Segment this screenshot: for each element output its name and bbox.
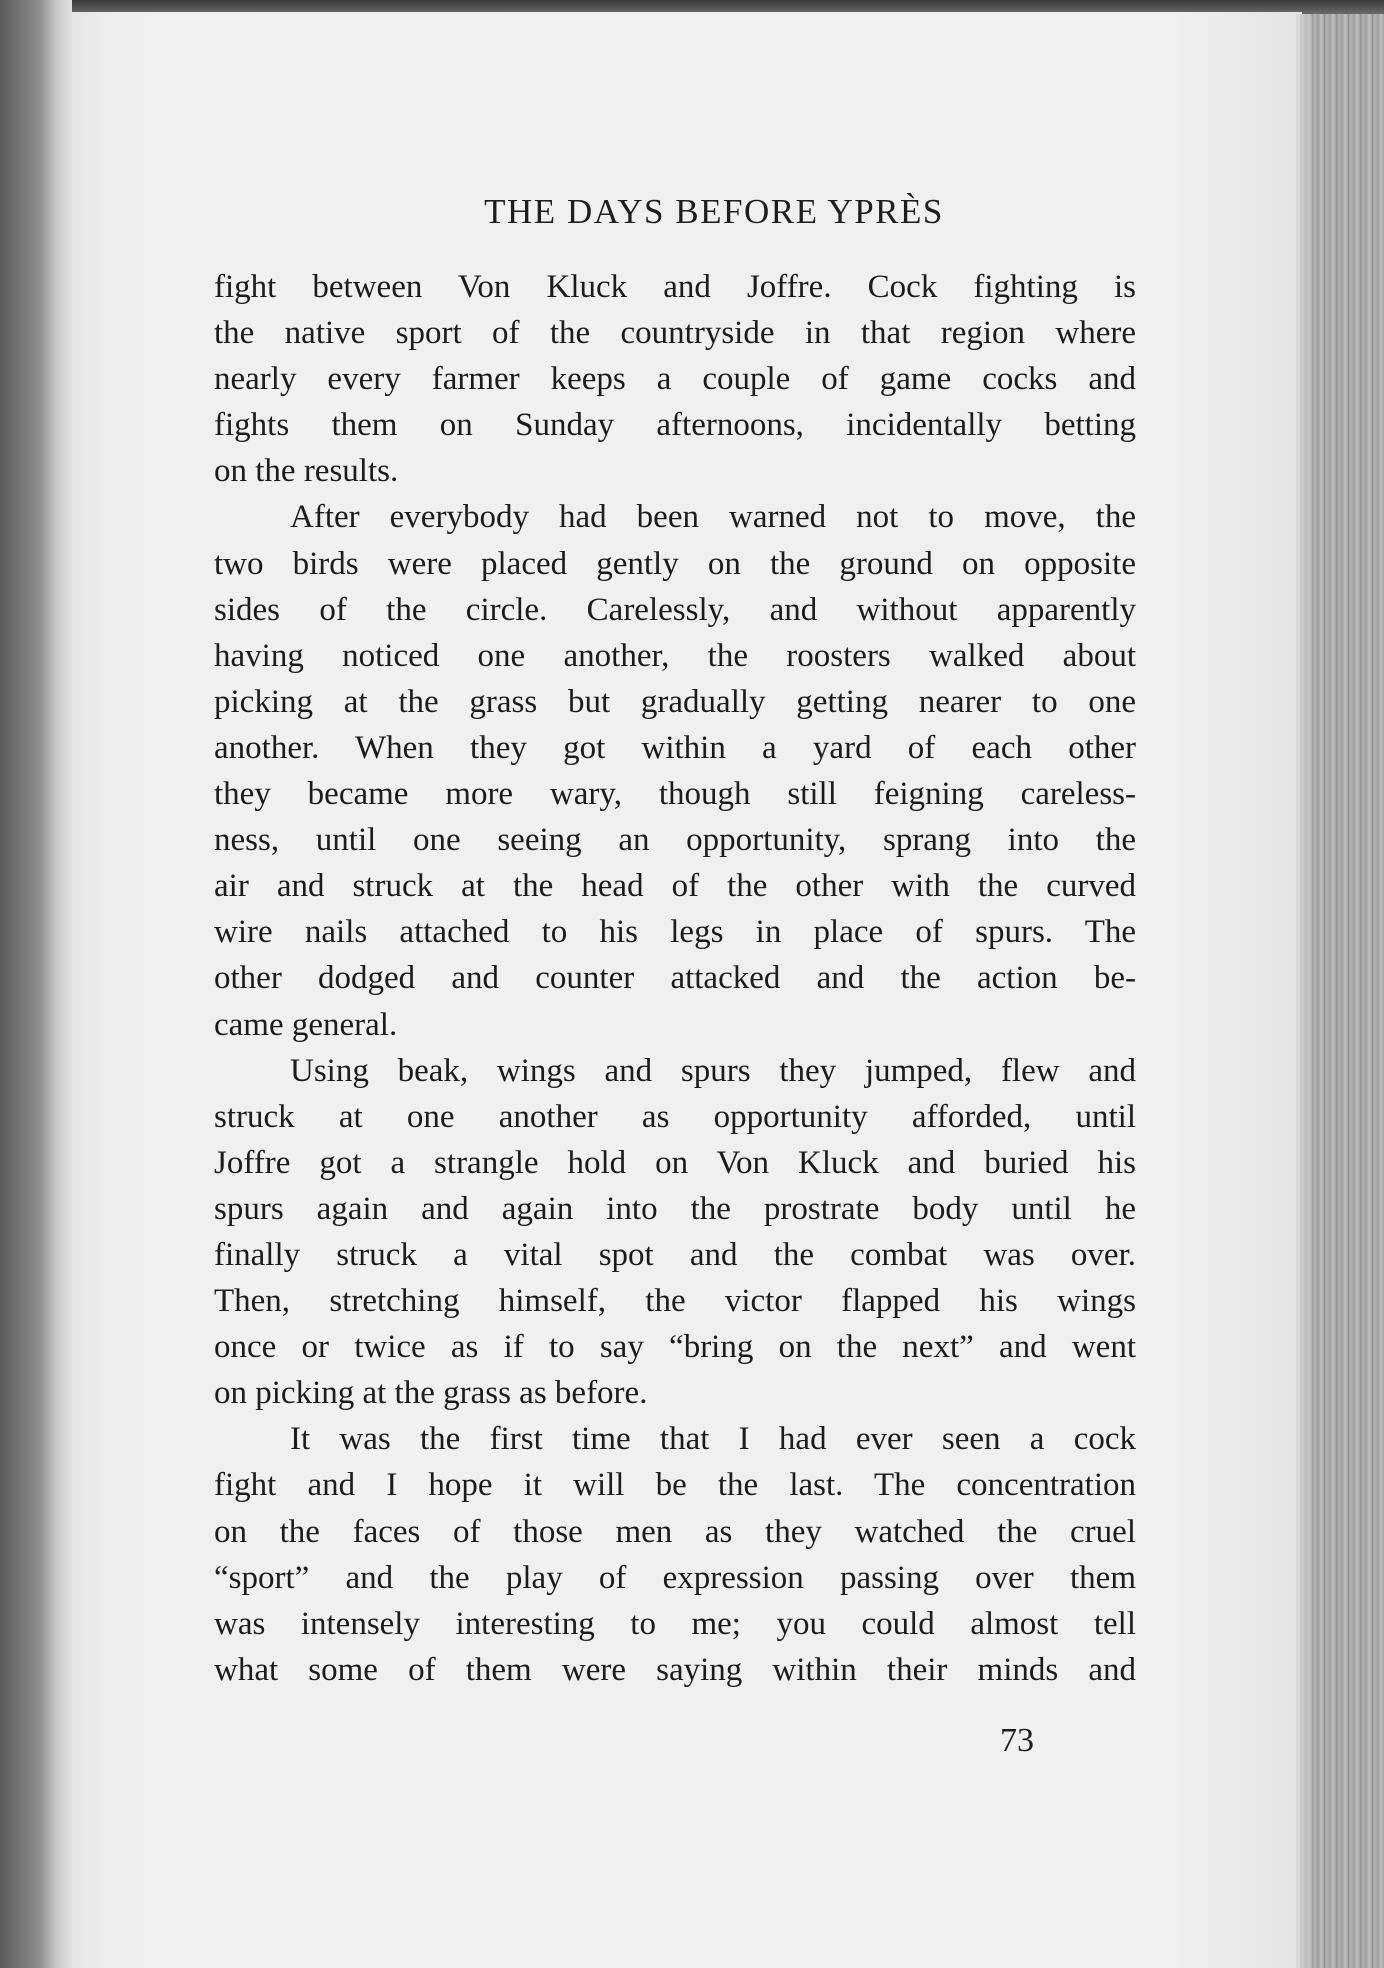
text-line: another. When they got within a yard of each other (214, 729, 1136, 766)
text-line: nearly every farmer keeps a couple of game cocks and (214, 361, 1136, 398)
text-line: on the results. (214, 453, 399, 490)
text-line: two birds were placed gently on the ground on opposite (214, 545, 1136, 582)
text-line: “sport” and the play of expression passing over them (214, 1559, 1136, 1596)
text-line: sides of the circle. Carelessly, and without apparently (214, 591, 1136, 628)
text-line: on picking at the grass as before. (214, 1375, 648, 1412)
text-line: what some of them were saying within their minds and (214, 1651, 1136, 1688)
text-line: came general. (214, 1006, 398, 1043)
text-line: the native sport of the countryside in that region where (214, 315, 1136, 352)
text-line: on the faces of those men as they watched the cruel (214, 1513, 1136, 1550)
text-line: Then, stretching himself, the victor flapped his wings (214, 1283, 1136, 1320)
text-line: other dodged and counter attacked and the action be- (214, 960, 1136, 997)
text-line: fight and I hope it will be the last. The concentration (214, 1467, 1136, 1504)
text-line: was intensely interesting to me; you could almost tell (214, 1605, 1136, 1642)
running-head (0, 192, 1384, 232)
text-line: Joffre got a strangle hold on Von Kluck and buried his (214, 1144, 1136, 1181)
text-line: spurs again and again into the prostrate body until he (214, 1190, 1136, 1227)
page-edge-fade (1296, 14, 1316, 1968)
text-line: It was the first time that I had ever seen a cock (290, 1421, 1136, 1458)
text-line: Using beak, wings and spurs they jumped, flew and (290, 1052, 1136, 1089)
text-line: fight between Von Kluck and Joffre. Cock fighting is (214, 269, 1136, 305)
text-line: they became more wary, though still feigning careless- (214, 776, 1136, 813)
text-line: wire nails attached to his legs in place of spurs. The (214, 914, 1136, 951)
page-number: 73 (1000, 1722, 1034, 1759)
text-line: having noticed one another, the roosters walked about (214, 637, 1136, 674)
text-line: once or twice as if to say “bring on the next” and went (214, 1329, 1136, 1366)
text-line: After everybody had been warned not to move, the (290, 499, 1136, 536)
text-line: picking at the grass but gradually getting nearer to one (214, 683, 1136, 720)
text-line: fights them on Sunday afternoons, incidentally betting (214, 407, 1136, 444)
book-gutter-left (0, 0, 72, 1968)
text-line: finally struck a vital spot and the combat was over. (214, 1236, 1136, 1273)
text-line: ness, until one seeing an opportunity, sprang into the (214, 822, 1136, 859)
body-text (214, 264, 1136, 1693)
running-head-text: THE DAYS BEFORE YPRÈS (484, 192, 944, 231)
text-line: air and struck at the head of the other with the curved (214, 868, 1136, 905)
text-line: struck at one another as opportunity afforded, until (214, 1098, 1136, 1135)
